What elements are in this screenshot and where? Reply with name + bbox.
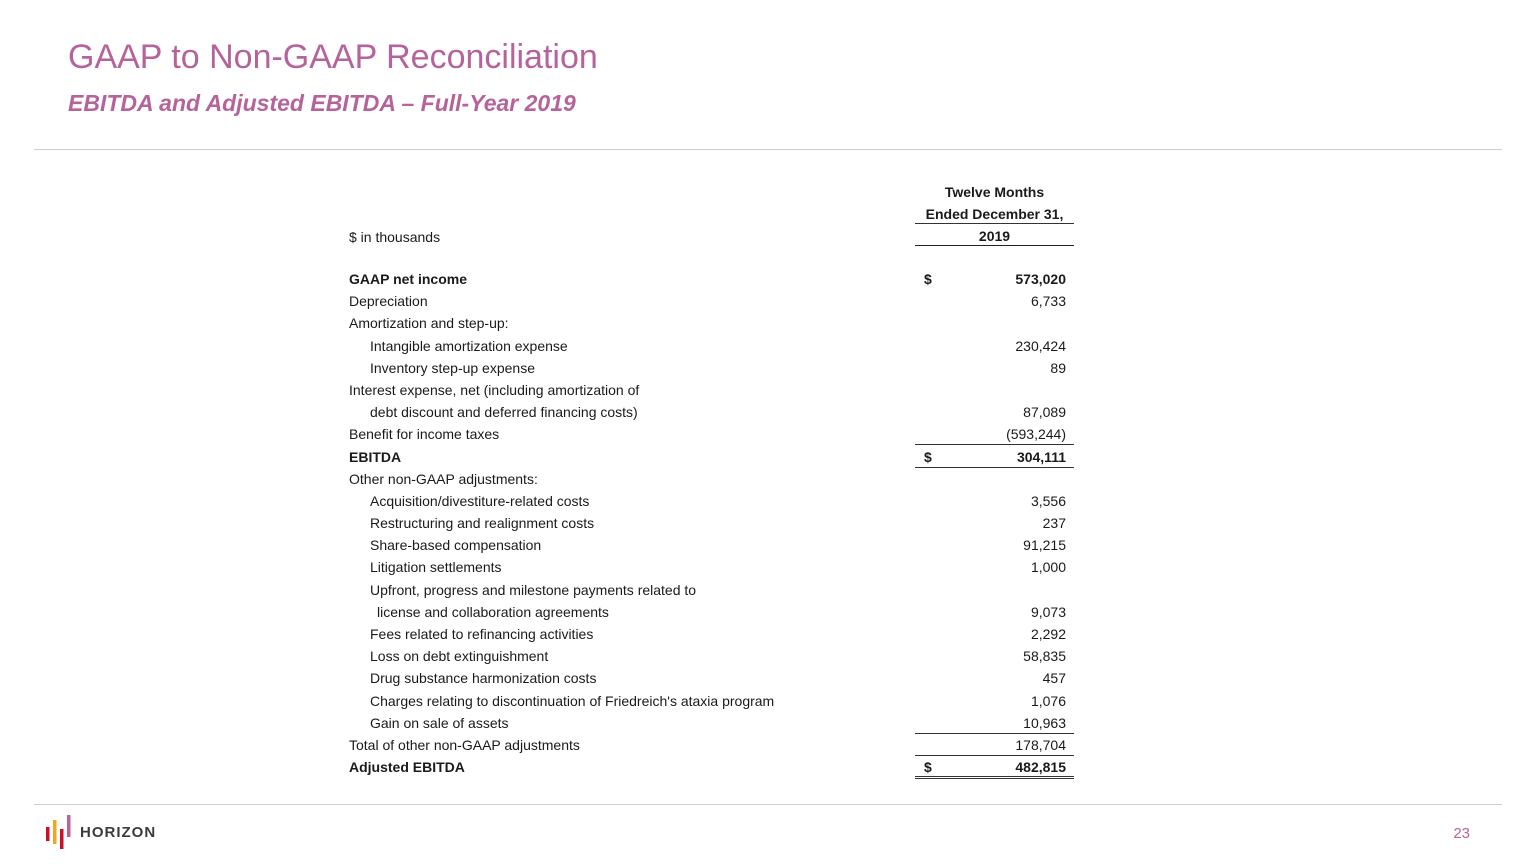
row-label: Depreciation <box>349 293 428 310</box>
table-row <box>349 756 1074 778</box>
row-label: license and collaboration agreements <box>377 603 609 620</box>
row-label: EBITDA <box>349 448 402 465</box>
currency-symbol: $ <box>924 759 932 776</box>
row-label: Gain on sale of assets <box>370 714 509 731</box>
row-label: debt discount and deferred financing costs) <box>370 404 638 421</box>
table-row <box>349 357 1074 379</box>
row-value: 573,020 <box>1015 271 1066 287</box>
page-subtitle: EBITDA and Adjusted EBITDA – Full-Year 2019 <box>68 90 576 116</box>
horizon-logo-icon <box>44 815 72 849</box>
reconciliation-table <box>349 268 1074 778</box>
table-row <box>349 312 1074 334</box>
horizon-logo <box>44 815 156 849</box>
logo-text: HORIZON <box>80 823 157 841</box>
row-value: 6,733 <box>1030 293 1066 310</box>
table-row <box>349 601 1074 623</box>
row-label: Inventory step-up expense <box>370 359 535 376</box>
column-header-line1: Twelve Months <box>944 184 1045 200</box>
row-value: 58,835 <box>1023 648 1066 665</box>
row-value: 230,424 <box>1015 337 1066 354</box>
row-label: Upfront, progress and milestone payments related to <box>370 581 697 598</box>
row-label: Drug substance harmonization costs <box>370 670 597 687</box>
units-label: $ in thousands <box>349 229 441 245</box>
table-row <box>349 534 1074 556</box>
row-label: Fees related to refinancing activities <box>370 626 594 642</box>
header-divider <box>34 149 1502 150</box>
row-label: Charges relating to discontinuation of Friedreich's ataxia program <box>370 692 775 709</box>
table-row <box>349 712 1074 734</box>
row-label: Amortization and step-up: <box>349 315 509 332</box>
row-value: 1,000 <box>1030 559 1066 576</box>
currency-symbol: $ <box>924 448 932 465</box>
row-label: Intangible amortization expense <box>370 337 568 354</box>
row-value: 9,073 <box>1030 603 1066 620</box>
table-row <box>349 490 1074 512</box>
row-value: 89 <box>1050 359 1066 376</box>
table-row <box>349 512 1074 534</box>
row-label: Share-based compensation <box>370 537 542 554</box>
row-label: Interest expense, net (including amortization of <box>349 381 640 398</box>
row-label: Other non-GAAP adjustments: <box>349 470 538 487</box>
row-value: 237 <box>1042 515 1066 532</box>
row-value: 3,556 <box>1030 492 1066 509</box>
row-label: Restructuring and realignment costs <box>370 515 595 532</box>
row-value: 304,111 <box>1016 448 1066 465</box>
row-label: Total of other non-GAAP adjustments <box>349 736 580 753</box>
table-row <box>349 667 1074 689</box>
column-header-year: 2019 <box>915 228 1074 246</box>
table-row <box>349 734 1074 756</box>
table-row <box>349 623 1074 645</box>
row-label: Acquisition/divestiture-related costs <box>370 492 590 509</box>
column-header-line2: Ended December 31, <box>915 206 1074 224</box>
page-title: GAAP to Non-GAAP Reconciliation <box>68 38 598 76</box>
page-number: 23 <box>1453 825 1470 842</box>
row-value: 178,704 <box>1015 736 1066 753</box>
currency-symbol: $ <box>924 271 932 287</box>
table-row <box>349 335 1074 357</box>
row-value: 1,076 <box>1030 692 1066 709</box>
row-value: 2,292 <box>1030 626 1066 642</box>
table-row <box>349 645 1074 667</box>
table-row <box>349 379 1074 401</box>
table-row <box>349 446 1074 468</box>
table-row <box>349 690 1074 712</box>
footer-divider <box>34 804 1502 805</box>
row-value: (593,244) <box>1006 426 1066 443</box>
row-value: 482,815 <box>1015 759 1066 776</box>
row-value: 10,963 <box>1023 714 1066 731</box>
row-label: Adjusted EBITDA <box>349 759 465 776</box>
row-label: Benefit for income taxes <box>349 426 500 443</box>
row-label: Litigation settlements <box>370 559 502 576</box>
table-row <box>349 579 1074 601</box>
table-row <box>349 401 1074 423</box>
row-value: 457 <box>1042 670 1066 687</box>
row-value: 91,215 <box>1023 537 1066 554</box>
table-row <box>349 468 1074 490</box>
row-label: GAAP net income <box>349 271 467 287</box>
table-row <box>349 423 1074 445</box>
row-value: 87,089 <box>1023 404 1066 421</box>
table-row <box>349 556 1074 578</box>
table-row <box>349 290 1074 312</box>
row-label: Loss on debt extinguishment <box>370 648 549 665</box>
table-row <box>349 268 1074 290</box>
